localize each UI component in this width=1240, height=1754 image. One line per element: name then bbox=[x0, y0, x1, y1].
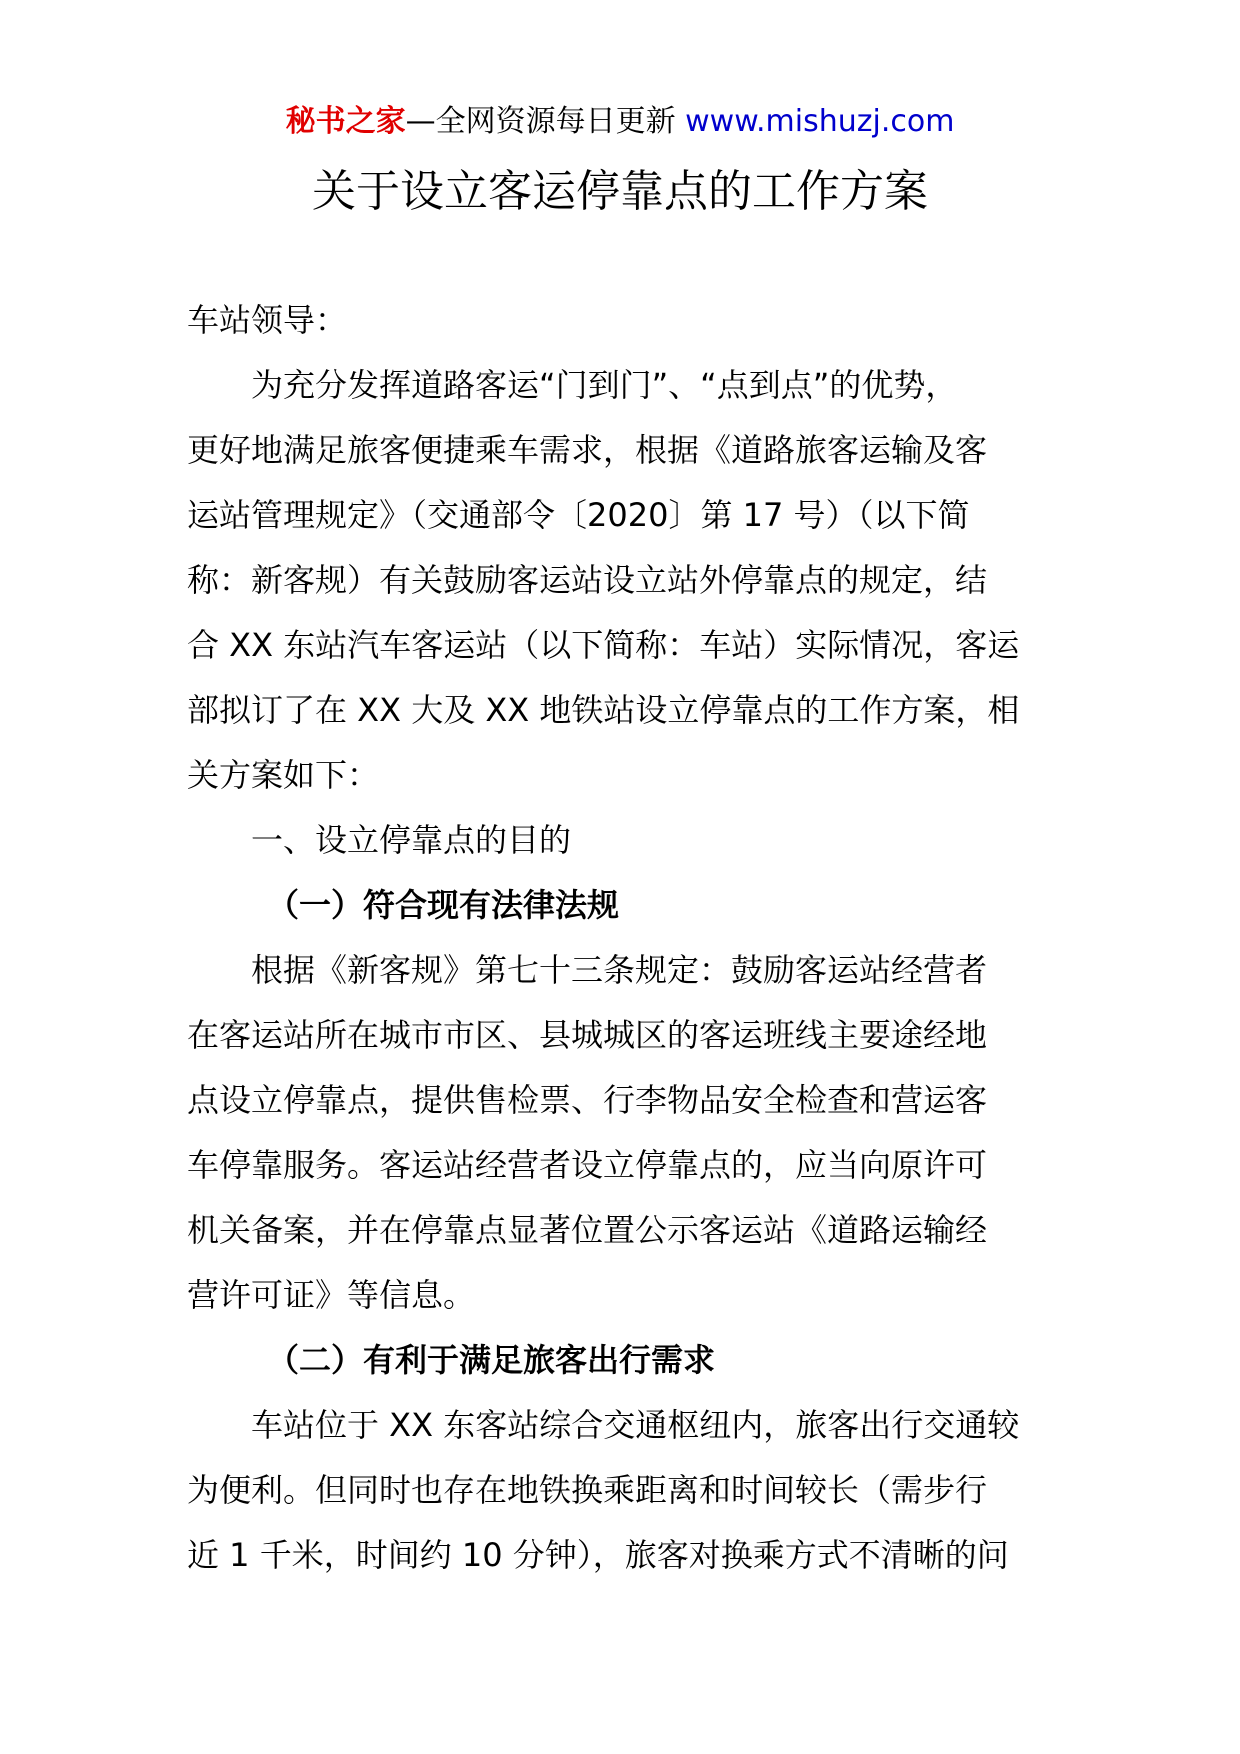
text-line: 点设立停靠点，提供售检票、行李物品安全检查和营运客 bbox=[187, 1081, 988, 1119]
banner-tagline: —全网资源每日更新 bbox=[405, 104, 686, 139]
salutation: 车站领导： bbox=[187, 301, 348, 339]
document-title: 关于设立客运停靠点的工作方案 bbox=[312, 166, 928, 217]
text-line: 根据《新客规》第七十三条规定：鼓励客运站经营者 bbox=[251, 951, 988, 989]
text-line: 近 1 千米，时间约 10 分钟），旅客对换乘方式不清晰的问 bbox=[187, 1536, 1009, 1574]
text-line: 为充分发挥道路客运“门到门”、“点到点”的优势， bbox=[251, 366, 958, 404]
text-line: 机关备案，并在停靠点显著位置公示客运站《道路运输经 bbox=[187, 1211, 988, 1249]
text-line: 称：新客规）有关鼓励客运站设立站外停靠点的规定，结 bbox=[187, 561, 988, 599]
text-line: 车站位于 XX 东客站综合交通枢纽内，旅客出行交通较 bbox=[251, 1406, 1020, 1444]
subsection-heading-2: （二）有利于满足旅客出行需求 bbox=[267, 1341, 716, 1379]
brand-name: 秘书之家 bbox=[285, 104, 406, 139]
text-line: 车停靠服务。客运站经营者设立停靠点的，应当向原许可 bbox=[187, 1146, 988, 1184]
text-line: 部拟订了在 XX 大及 XX 地铁站设立停靠点的工作方案，相 bbox=[187, 691, 1020, 729]
site-banner bbox=[0, 100, 1240, 144]
intro-paragraph bbox=[187, 353, 1067, 808]
subsection-1-paragraph bbox=[187, 938, 1067, 1328]
text-line: 合 XX 东站汽车客运站（以下简称：车站）实际情况，客运 bbox=[187, 626, 1020, 664]
text-line: 营许可证》等信息。 bbox=[187, 1276, 476, 1314]
text-line: 关方案如下： bbox=[187, 756, 380, 794]
document-body bbox=[187, 288, 1067, 1588]
section-heading-1: 一、设立停靠点的目的 bbox=[251, 821, 572, 859]
text-line: 在客运站所在城市市区、县城城区的客运班线主要途经地 bbox=[187, 1016, 988, 1054]
text-line: 为便利。但同时也存在地铁换乘距离和时间较长（需步行 bbox=[187, 1471, 988, 1509]
site-url-link[interactable]: www.mishuzj.com bbox=[685, 104, 955, 139]
text-line: 更好地满足旅客便捷乘车需求，根据《道路旅客运输及客 bbox=[187, 431, 988, 469]
text-line: 运站管理规定》（交通部令〔2020〕第 17 号）（以下简 bbox=[187, 496, 970, 534]
subsection-heading-1: （一）符合现有法律法规 bbox=[267, 886, 620, 924]
subsection-2-paragraph bbox=[187, 1393, 1067, 1588]
